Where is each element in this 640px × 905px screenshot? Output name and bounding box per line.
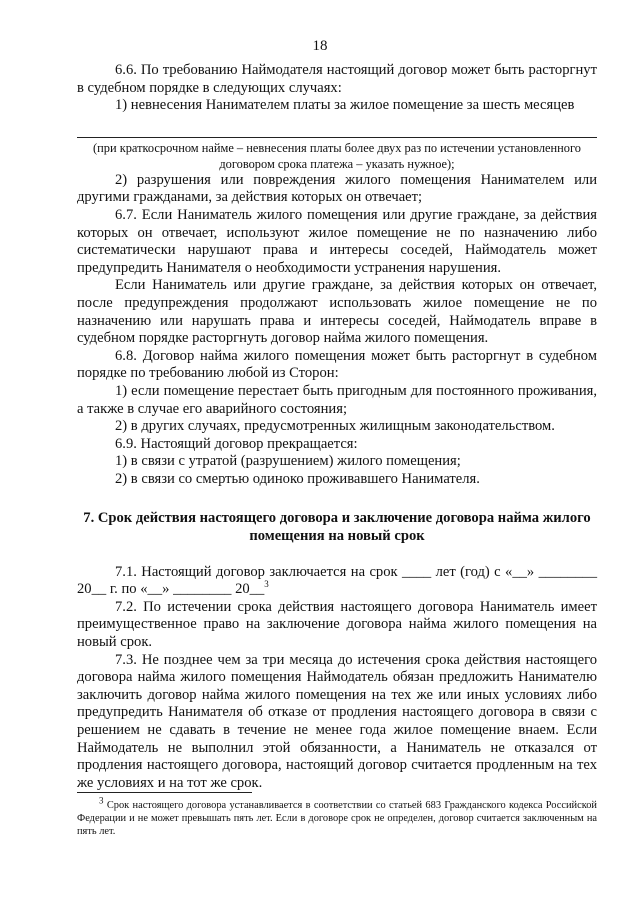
footnotes xyxy=(77,792,597,839)
paragraph-6-6-item-1: 1) невнесения Нанимателем платы за жилое помещение за шесть месяцев xyxy=(115,97,575,114)
paragraph-7-3: 7.3. Не позднее чем за три месяца до истечения срока действия настоящего договора найма жилого помещения Наймодатель обязан предложить Нанимателю заключить договор найма жилого помещения на тех же или иных условиях либо предупредить Нанимателя об отказе от продления настоящего договора в связи с решением не сдавать в течение не менее года жилое помещение внаем. Если Наймодатель не выполнил этой обязанности, а Наниматель не отказался от продления настоящего договора, настоящий договор считается продленным на тех же условиях и на тот же срок. xyxy=(77,651,597,791)
footnote-marker: 3 xyxy=(99,795,104,806)
footnote-reference[interactable]: 3 xyxy=(264,579,269,590)
paragraph-6-8-item-2: 2) в других случаях, предусмотренных жилищным законодательством. xyxy=(115,418,555,435)
paragraph-6-6: 6.6. По требованию Наймодателя настоящий договор может быть расторгнут в судебном порядке в следующих случаях: xyxy=(77,62,597,96)
footnote-3 xyxy=(77,795,597,839)
paragraph-7-2: 7.2. По истечении срока действия настоящего договора Наниматель имеет преимущественное право на заключение договора найма жилого помещения на новый срок. xyxy=(77,598,597,651)
paragraph-6-7-continued: Если Наниматель или другие граждане, за действия которых он отвечает, после предупреждения продолжают использовать жилое помещение не по назначению или нарушать права и интересы соседей, Наймодатель вправе в судебном порядке расторгнуть договор найма жилого помещения. xyxy=(77,277,597,347)
footnote-divider xyxy=(77,792,252,793)
document-body xyxy=(77,62,597,792)
footnote-text: Срок настоящего договора устанавливается в соответствии со статьей 683 Гражданского кодекса Российской Федерации и не может превышать пять лет. Если в договоре срок не определен, договор считается заключенным на пять лет. xyxy=(77,800,597,838)
fill-in-instruction-note: (при краткосрочном найме – невнесения платы более двух раз по истечении установленного договором срока платежа – указать нужное); xyxy=(93,140,581,171)
paragraph-6-6-item-2: 2) разрушения или повреждения жилого помещения Нанимателем или другими гражданами, за действия которых он отвечает; xyxy=(77,171,597,206)
paragraph-6-9-item-1: 1) в связи с утратой (разрушением) жилого помещения; xyxy=(115,453,461,470)
paragraph-6-9-item-2: 2) в связи со смертью одиноко проживавшего Нанимателя. xyxy=(115,470,480,487)
paragraph-6-7: 6.7. Если Наниматель жилого помещения или другие граждане, за действия которых он отвечает, используют жилое помещение не по назначению либо систематически нарушают права и интересы соседей, Наймодатель может предупредить Нанимателя о необходимости устранения нарушения. xyxy=(77,206,597,276)
paragraph-6-9: 6.9. Настоящий договор прекращается: xyxy=(115,435,358,452)
paragraph-7-1 xyxy=(77,564,597,599)
page-number: 18 xyxy=(312,38,328,54)
section-7-heading: 7. Срок действия настоящего договора и заключение договора найма жилого помещения на новый срок xyxy=(83,510,591,545)
paragraph-7-1-text: 7.1. Настоящий договор заключается на срок ____ лет (год) с «__» ________ 20__ г. по «__» ________ 20__ xyxy=(77,563,597,598)
fill-in-blank-line xyxy=(77,115,597,138)
paragraph-6-8-item-1: 1) если помещение перестает быть пригодным для постоянного проживания, а также в случае его аварийного состояния; xyxy=(77,382,597,417)
paragraph-6-8: 6.8. Договор найма жилого помещения может быть расторгнут в судебном порядке по требованию любой из Сторон: xyxy=(77,347,597,382)
